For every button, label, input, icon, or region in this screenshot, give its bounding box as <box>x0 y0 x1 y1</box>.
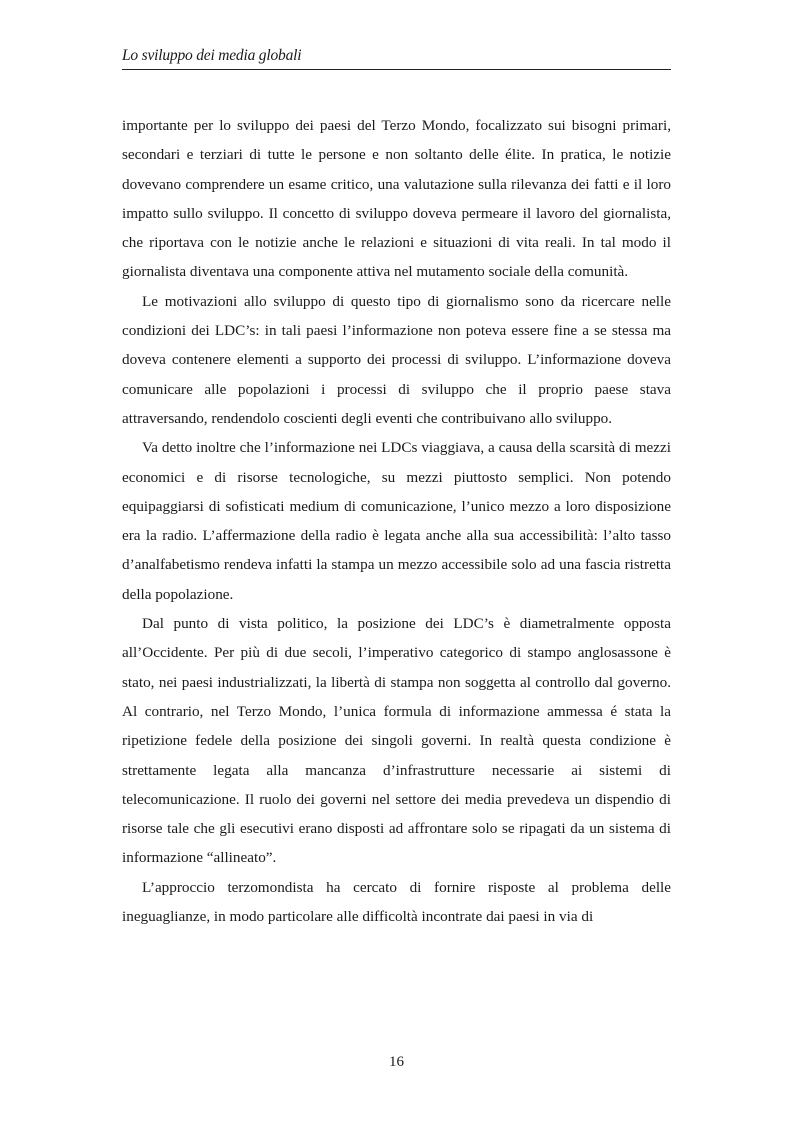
paragraph: Le motivazioni allo sviluppo di questo tipo di giornalismo sono da ricercare nelle condizioni dei LDC’s: in tali paesi l’informazione non poteva essere fine a se stessa ma doveva contenere elementi a supporto dei processi di sviluppo. L’informazione doveva comunicare alle popolazioni i processi di sviluppo che il proprio paese stava attraversando, rendendolo coscienti degli eventi che contribuivano allo sviluppo. <box>122 292 671 427</box>
running-header <box>122 46 671 70</box>
paragraph: Dal punto di vista politico, la posizione dei LDC’s è diametralmente opposta all’Occidente. Per più di due secoli, l’imperativo categorico di stampo anglosassone è stato, nei paesi industrializzati, la libertà di stampa non soggetta al controllo dal governo. Al contrario, nel Terzo Mondo, l’unica formula di informazione ammessa é stata la ripetizione fedele della posizione dei singoli governi. In realtà questa condizione è strettamente legata alla mancanza d’infrastrutture necessarie ai sistemi di telecomunicazione. Il ruolo dei governi nel settore dei media prevedeva un dispendio di risorse tale che gli esecutivi erano disposti ad affrontare solo se ripagati da un sistema di informazione “allineato”. <box>122 615 671 867</box>
body-text <box>122 111 671 931</box>
paragraph: Va detto inoltre che l’informazione nei LDCs viaggiava, a causa della scarsità di mezzi economici e di risorse tecnologiche, su mezzi piuttosto semplici. Non potendo equipaggiarsi di sofisticati medium di comunicazione, l’unico mezzo a loro disposizione era la radio. L’affermazione della radio è legata anche alla sua accessibilità: l’alto tasso d’analfabetismo rendeva infatti la stampa un mezzo accessibile solo ad una fascia ristretta della popolazione. <box>122 439 671 603</box>
paragraph: L’approccio terzomondista ha cercato di fornire risposte al problema delle ineguaglianze, in modo particolare alle difficoltà incontrate dai paesi in via di <box>122 878 671 926</box>
header-title: Lo sviluppo dei media globali <box>122 47 302 64</box>
paragraph: importante per lo sviluppo dei paesi del Terzo Mondo, focalizzato sui bisogni primari, secondari e terziari di tutte le persone e non soltanto delle élite. In pratica, le notizie dovevano comprendere un esame critico, una valutazione sulla rilevanza dei fatti e il loro impatto sullo sviluppo. Il concetto di sviluppo doveva permeare il lavoro del giornalista, che riportava con le notizie anche le relazioni e situazioni di vita reali. In tal modo il giornalista diventava una componente attiva nel mutamento sociale della comunità. <box>122 117 671 281</box>
page-number: 16 <box>389 1054 404 1070</box>
